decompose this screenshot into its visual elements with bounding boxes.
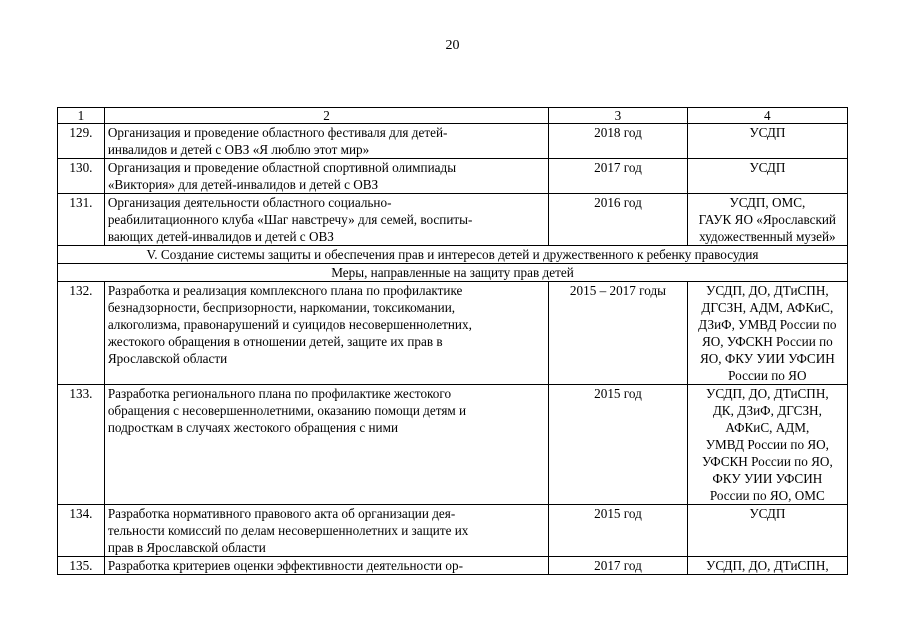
executor-line: УСДП, ОМС, <box>729 195 806 210</box>
deadline-cell: 2016 год <box>549 194 687 246</box>
action-plan-table <box>57 107 848 575</box>
row-number: 134. <box>58 505 105 557</box>
executor-line: УФСКН России по ЯО, <box>701 454 833 469</box>
executors-cell <box>687 385 847 505</box>
activity-line: подросткам в случаях жестокого обращения с ними <box>107 420 398 435</box>
header-cell: 4 <box>687 108 847 124</box>
executor-line: ЯО, ФКУ УИИ УФСИН <box>699 351 835 366</box>
activity-line: вающих детей-инвалидов и детей с ОВЗ <box>107 229 334 244</box>
activity-line: безнадзорности, беспризорности, наркомании, токсикомании, <box>107 300 456 315</box>
header-cell: 2 <box>104 108 548 124</box>
executor-line: УСДП, ДО, ДТиСПН, <box>706 283 829 298</box>
header-cell: 3 <box>549 108 687 124</box>
table-row <box>58 159 848 194</box>
table-row <box>58 505 848 557</box>
activity-line: Разработка регионального плана по профилактике жестокого <box>107 386 452 401</box>
row-number: 132. <box>58 282 105 385</box>
activity-cell <box>104 124 548 159</box>
activity-cell <box>104 385 548 505</box>
activity-line: Организация и проведение областного фестиваля для детей- <box>107 125 448 140</box>
executor-line: ДК, ДЗиФ, ДГСЗН, <box>712 403 822 418</box>
activity-line: Разработка критериев оценки эффективности деятельности ор- <box>107 558 463 573</box>
activity-line: прав в Ярославской области <box>107 540 266 555</box>
activity-line: Организация деятельности областного социально- <box>107 195 392 210</box>
executor-line: художественный музей» <box>699 229 836 244</box>
executor-line: УСДП, ДО, ДТиСПН, <box>706 558 829 573</box>
executor-line: ДЗиФ, УМВД России по <box>698 317 837 332</box>
executor-line: России по ЯО, ОМС <box>709 488 825 503</box>
activity-line: жестокого обращения в отношении детей, защите их прав в <box>107 334 443 349</box>
executor-line: ЯО, УФСКН России по <box>701 334 833 349</box>
row-number: 133. <box>58 385 105 505</box>
executors-cell <box>687 194 847 246</box>
row-number: 130. <box>58 159 105 194</box>
activity-cell <box>104 505 548 557</box>
executor-line: УСДП <box>749 506 786 521</box>
section-title: V. Создание системы защиты и обеспечения прав и интересов детей и дружественного к ребенку правосудия <box>58 246 848 264</box>
deadline-cell: 2015 год <box>549 505 687 557</box>
activity-cell <box>104 282 548 385</box>
activity-cell <box>104 159 548 194</box>
executor-line: России по ЯО <box>728 368 807 383</box>
deadline-cell: 2017 год <box>549 159 687 194</box>
row-number: 135. <box>58 557 105 575</box>
deadline-cell: 2017 год <box>549 557 687 575</box>
activity-line: Разработка нормативного правового акта об организации дея- <box>107 506 456 521</box>
row-number: 131. <box>58 194 105 246</box>
executor-line: УСДП, ДО, ДТиСПН, <box>706 386 829 401</box>
header-cell: 1 <box>58 108 105 124</box>
activity-cell <box>104 194 548 246</box>
row-number: 129. <box>58 124 105 159</box>
activity-line: «Виктория» для детей-инвалидов и детей с ОВЗ <box>107 177 379 192</box>
activity-line: алкоголизма, правонарушений и суицидов несовершеннолетних, <box>107 317 472 332</box>
activity-line: Разработка и реализация комплексного плана по профилактике <box>107 283 463 298</box>
deadline-cell: 2018 год <box>549 124 687 159</box>
activity-line: Ярославской области <box>107 351 228 366</box>
executor-line: УМВД России по ЯО, <box>705 437 829 452</box>
executors-cell <box>687 159 847 194</box>
subsection-title: Меры, направленные на защиту прав детей <box>58 264 848 282</box>
table-row <box>58 124 848 159</box>
executors-cell <box>687 124 847 159</box>
table-row <box>58 194 848 246</box>
section-title-row <box>58 246 848 264</box>
executors-cell <box>687 282 847 385</box>
activity-line: тельности комиссий по делам несовершеннолетних и защите их <box>107 523 469 538</box>
executors-cell <box>687 557 847 575</box>
table-row <box>58 385 848 505</box>
executor-line: УСДП <box>749 125 786 140</box>
page-number: 20 <box>445 38 460 53</box>
activity-line: инвалидов и детей с ОВЗ «Я люблю этот мир» <box>107 142 370 157</box>
table-header-row <box>58 108 848 124</box>
executor-line: УСДП <box>749 160 786 175</box>
executor-line: ДГСЗН, АДМ, АФКиС, <box>701 300 834 315</box>
table-row <box>58 282 848 385</box>
activity-line: обращения с несовершеннолетними, оказанию помощи детям и <box>107 403 467 418</box>
executor-line: ГАУК ЯО «Ярославский <box>698 212 836 227</box>
activity-line: Организация и проведение областной спортивной олимпиады <box>107 160 457 175</box>
subsection-title-row <box>58 264 848 282</box>
executor-line: ФКУ УИИ УФСИН <box>712 471 823 486</box>
table-row <box>58 557 848 575</box>
executors-cell <box>687 505 847 557</box>
activity-cell <box>104 557 548 575</box>
activity-line: реабилитационного клуба «Шаг навстречу» для семей, воспиты- <box>107 212 473 227</box>
deadline-cell: 2015 год <box>549 385 687 505</box>
deadline-cell: 2015 – 2017 годы <box>549 282 687 385</box>
executor-line: АФКиС, АДМ, <box>725 420 810 435</box>
